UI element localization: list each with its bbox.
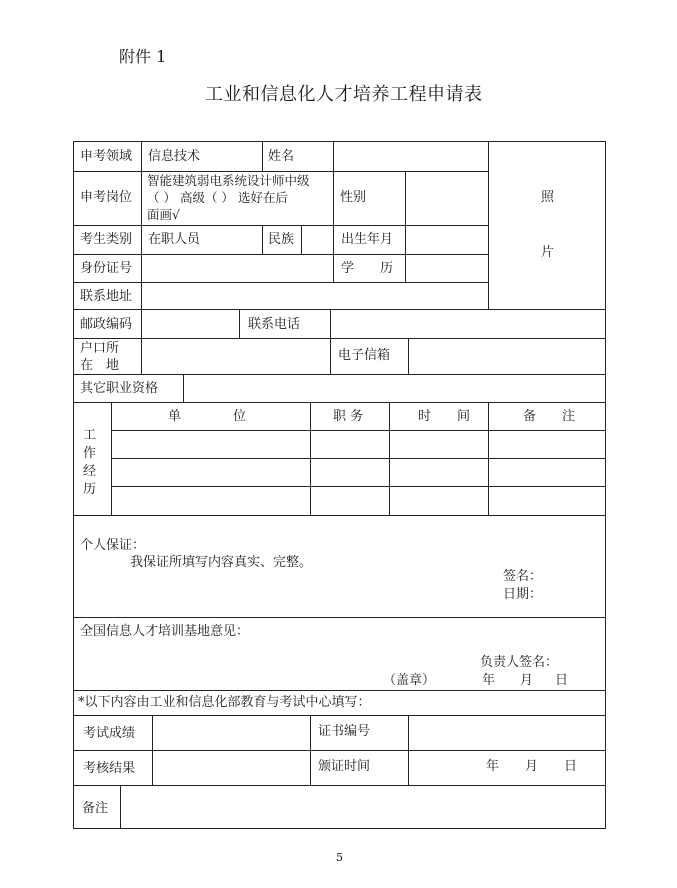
label-year: 年 xyxy=(482,673,496,688)
attachment-label: 附件 1 xyxy=(119,47,167,66)
photo-label-2: 片 xyxy=(541,245,555,260)
photo-label-1: 照 xyxy=(541,190,555,205)
label-ethnicity: 民族 xyxy=(268,232,295,247)
label-candidate-category: 考生类别 xyxy=(80,232,133,247)
label-apply-position: 申考岗位 xyxy=(80,190,133,205)
label-day: 日 xyxy=(555,673,569,688)
value-apply-domain: 信息技术 xyxy=(148,149,201,164)
label-work-char-2: 作 xyxy=(83,446,97,461)
label-postcode: 邮政编码 xyxy=(80,317,133,332)
page-number: 5 xyxy=(336,851,343,864)
page-title: 工业和信息化人才培养工程申请表 xyxy=(205,84,483,105)
col-note: 备 注 xyxy=(523,409,576,424)
label-apply-domain: 申考领域 xyxy=(80,149,133,164)
label-base-opinion: 全国信息人才培训基地意见： xyxy=(80,624,250,639)
label-other-qualifications: 其它职业资格 xyxy=(80,381,159,396)
label-exam-score: 考试成绩 xyxy=(83,726,136,741)
label-work-char-1: 工 xyxy=(83,428,97,443)
label-name: 姓名 xyxy=(268,149,295,164)
label-email: 电子信箱 xyxy=(338,348,391,363)
col-unit: 单 位 xyxy=(168,409,247,424)
label-birth-date: 出生年月 xyxy=(341,232,394,247)
label-work-char-4: 历 xyxy=(83,482,97,497)
label-phone: 联系电话 xyxy=(248,317,301,332)
label-remarks: 备注 xyxy=(82,801,109,816)
value-position-line1: 智能建筑弱电系统设计师中级 xyxy=(147,173,310,188)
label-guarantee: 个人保证： xyxy=(80,538,146,553)
guarantee-text: 我保证所填写内容真实、完整。 xyxy=(130,555,313,570)
label-education: 学 历 xyxy=(341,261,394,276)
label-person-in-charge: 负责人签名： xyxy=(480,655,559,670)
value-candidate-category: 在职人员 xyxy=(148,232,201,247)
label-seal: （盖章） xyxy=(383,673,436,688)
col-duty: 职 务 xyxy=(333,409,364,424)
issue-date-placeholder: 年 月 日 xyxy=(486,759,578,774)
label-hukou-2: 在 地 xyxy=(80,358,120,373)
label-hukou-1: 户口所 xyxy=(80,341,120,356)
ministry-note: *以下内容由工业和信息化部教育与考试中心填写： xyxy=(78,695,371,710)
label-month: 月 xyxy=(520,673,534,688)
label-gender: 性别 xyxy=(340,190,367,205)
label-date: 日期： xyxy=(503,587,543,602)
label-review-result: 考核结果 xyxy=(83,761,136,776)
label-issue-time: 颁证时间 xyxy=(318,759,371,774)
label-id-number: 身份证号 xyxy=(80,261,133,276)
label-address: 联系地址 xyxy=(80,289,133,304)
label-signature: 签名： xyxy=(503,569,543,584)
label-work-char-3: 经 xyxy=(83,464,97,479)
label-cert-number: 证书编号 xyxy=(318,724,371,739)
value-position-line2: （ ） 高级（ ） 选好在后 xyxy=(147,190,288,205)
value-position-line3: 面画√ xyxy=(147,207,180,222)
col-time: 时 间 xyxy=(418,409,471,424)
